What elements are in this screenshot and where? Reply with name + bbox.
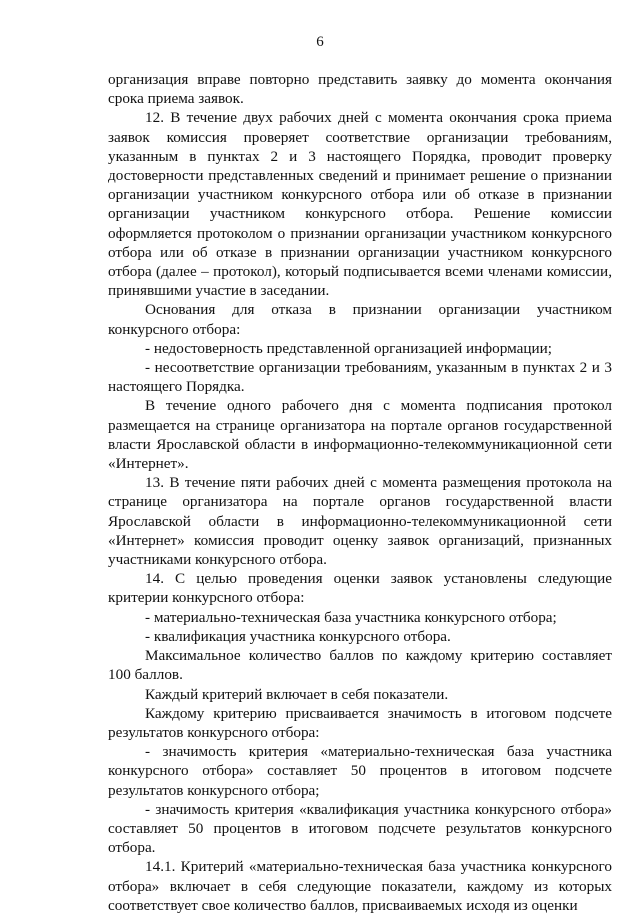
paragraph-protocol-publication: В течение одного рабочего дня с момента подписания протокол размещается на странице организатора на портале органов государственной власти Ярославской области в информационно-телекоммуникационной сети «Интернет». bbox=[108, 397, 612, 473]
paragraph-item-14: 14. С целью проведения оценки заявок установлены следующие критерии конкурсного отбора: bbox=[108, 570, 612, 607]
list-item-significance-qualification: - значимость критерия «квалификация участника конкурсного отбора» составляет 50 процентов в итоговом подсчете результатов конкурсного отбора. bbox=[108, 800, 612, 857]
paragraph-item-14-1: 14.1. Критерий «материально-техническая база участника конкурсного отбора» включает в себя следующие показатели, каждому из которых соответствует свое количество баллов, присваиваемых исходя из оценки bbox=[108, 858, 612, 914]
paragraph-item-12: 12. В течение двух рабочих дней с момента окончания срока приема заявок комиссия проверяет соответствие организации требованиям, указанным в пунктах 2 и 3 настоящего Порядка, проводит проверку достоверности представленных сведений и принимает решение о признании организации участником конкурсного отбора или об отказе в признании организации участником конкурсного отбора. Решение комиссии оформляется протоколом о признании организации участником конкурсного отбора или об отказе в признании организации участником конкурсного отбора (далее – протокол), который подписывается всеми членами комиссии, принявшими участие в заседании. bbox=[108, 109, 612, 300]
page-number: 6 bbox=[316, 34, 324, 50]
document-body bbox=[108, 70, 612, 915]
list-item-noncompliance: - несоответствие организации требованиям, указанным в пунктах 2 и 3 настоящего Порядка. bbox=[108, 359, 612, 396]
paragraph-refusal-grounds: Основания для отказа в признании организации участником конкурсного отбора: bbox=[108, 301, 612, 338]
paragraph-continuation: организация вправе повторно представить заявку до момента окончания срока приема заявок. bbox=[108, 71, 612, 108]
paragraph-max-score: Максимальное количество баллов по каждому критерию составляет 100 баллов. bbox=[108, 647, 612, 684]
list-item-material-base: - материально-техническая база участника конкурсного отбора; bbox=[145, 608, 557, 626]
list-item-qualification: - квалификация участника конкурсного отбора. bbox=[145, 627, 451, 645]
list-item-significance-material: - значимость критерия «материально-техническая база участника конкурсного отбора» составляет 50 процентов в итоговом подсчете результатов конкурсного отбора; bbox=[108, 743, 612, 799]
list-item-unreliable-info: - недостоверность представленной организацией информации; bbox=[145, 339, 552, 357]
paragraph-significance: Каждому критерию присваивается значимость в итоговом подсчете результатов конкурсного отбора: bbox=[108, 704, 612, 741]
paragraph-item-13: 13. В течение пяти рабочих дней с момента размещения протокола на странице организатора на портале органов государственной власти Ярославской области в информационно-телекоммуникационной сети «Интернет» комиссия проводит оценку заявок организаций, признанных участниками конкурсного отбора. bbox=[108, 474, 612, 569]
paragraph-indicators: Каждый критерий включает в себя показатели. bbox=[145, 685, 449, 703]
